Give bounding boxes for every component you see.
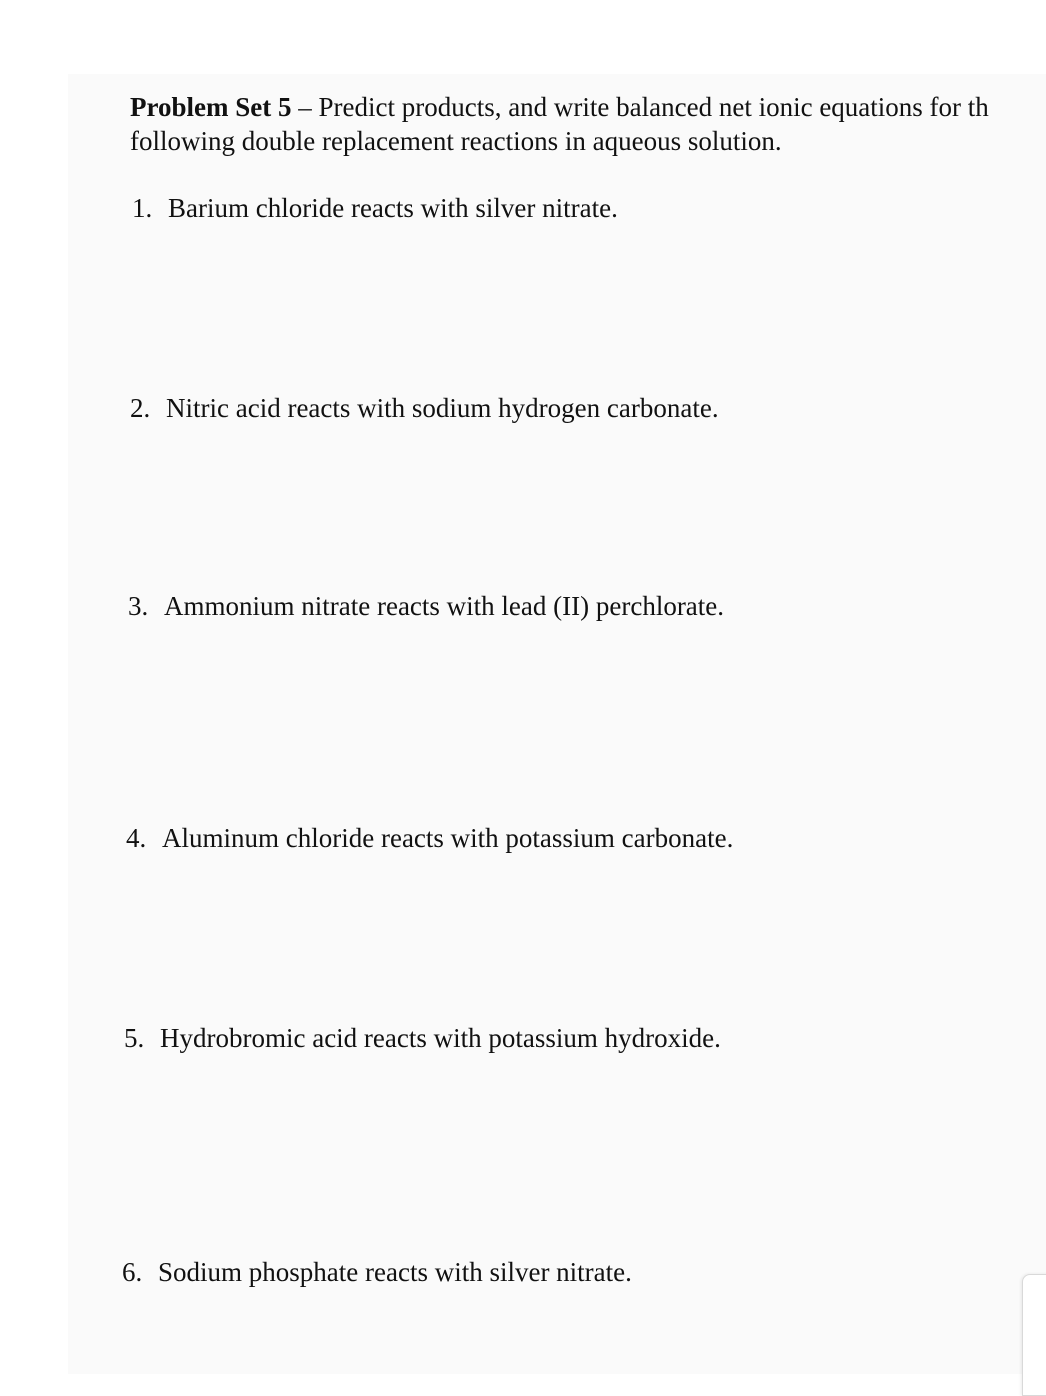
problem-item-4 [126, 822, 733, 854]
instructions-line-2: following double replacement reactions in aqueous solution. [130, 126, 782, 156]
worksheet-page [68, 74, 1046, 1374]
problem-text: Sodium phosphate reacts with silver nitrate. [158, 1257, 632, 1287]
problem-number: 3. [128, 591, 149, 621]
problem-number: 6. [122, 1257, 143, 1287]
problem-set-header [130, 90, 1046, 158]
problem-number: 2. [130, 393, 151, 423]
problem-item-1 [132, 192, 618, 224]
problem-item-6 [122, 1256, 632, 1288]
problem-set-title: Problem Set 5 [130, 92, 292, 122]
problem-item-2 [130, 392, 719, 424]
problem-number: 1. [132, 193, 153, 223]
problem-item-5 [124, 1022, 721, 1054]
problem-number: 5. [124, 1023, 145, 1053]
header-line-1 [130, 90, 1046, 124]
problem-text: Nitric acid reacts with sodium hydrogen carbonate. [166, 393, 719, 423]
problem-text: Hydrobromic acid reacts with potassium hydroxide. [160, 1023, 721, 1053]
problem-text: Ammonium nitrate reacts with lead (II) perchlorate. [164, 591, 725, 621]
problem-text: Aluminum chloride reacts with potassium carbonate. [162, 823, 734, 853]
problem-text: Barium chloride reacts with silver nitrate. [168, 193, 618, 223]
title-separator: – [291, 92, 319, 122]
instructions-line-1: Predict products, and write balanced net ionic equations for th [318, 92, 989, 122]
problem-number: 4. [126, 823, 147, 853]
problem-item-3 [128, 590, 724, 622]
corner-panel-tab[interactable] [1022, 1274, 1046, 1396]
